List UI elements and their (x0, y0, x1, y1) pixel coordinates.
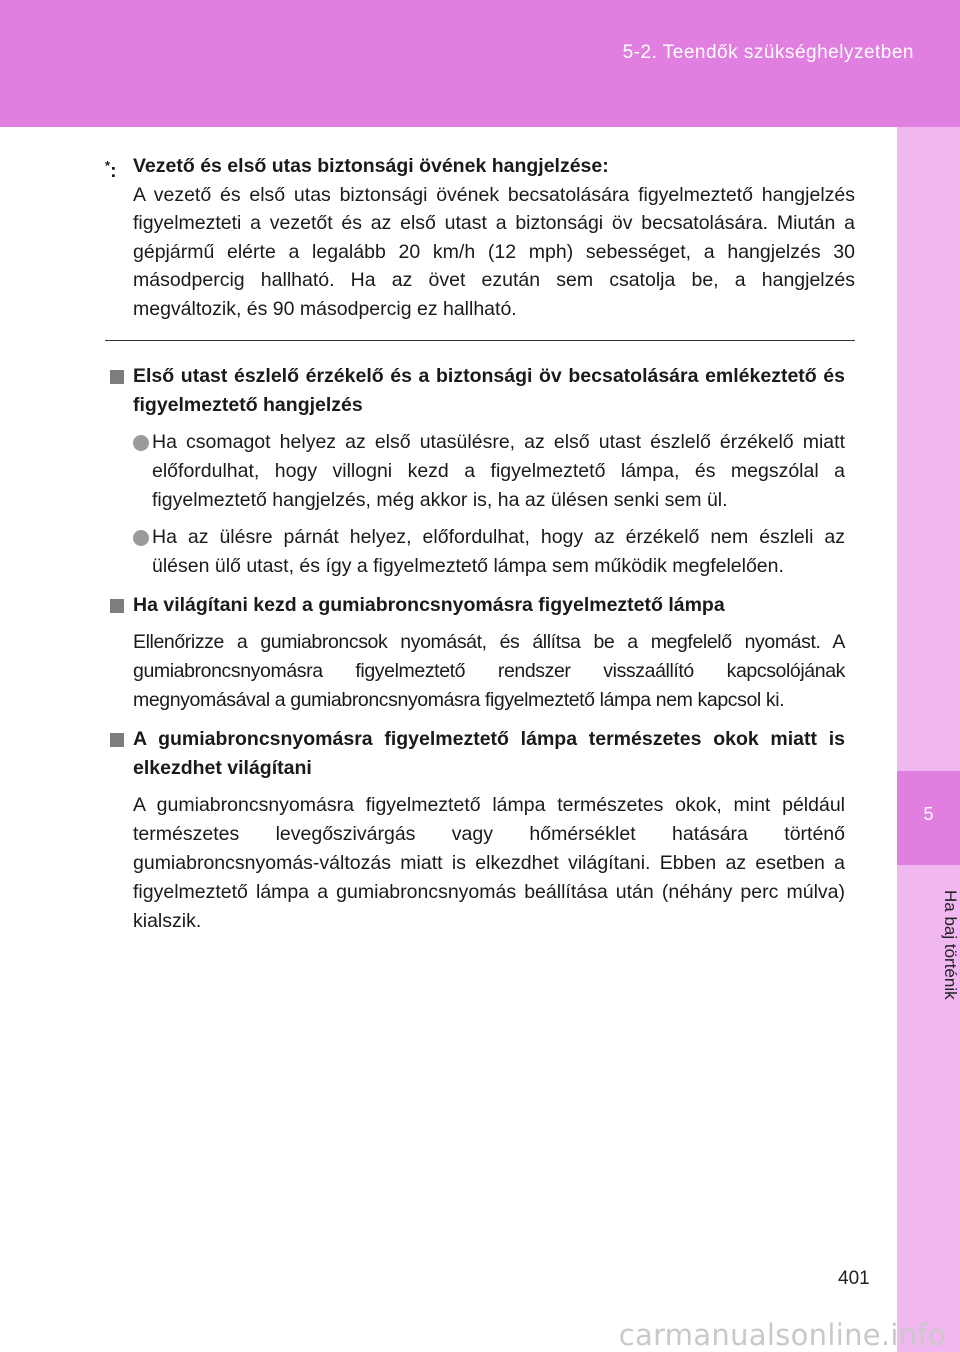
chapter-number: 5 (923, 804, 934, 824)
sections (110, 362, 845, 936)
section-title: 5-2. Teendők szükséghelyzetben (622, 42, 914, 63)
side-tab-strip (897, 127, 960, 1352)
section-heading: A gumiabroncsnyomásra figyelmeztető lámpa természetes okok miatt is elkezdhet világítani (110, 725, 845, 783)
circle-bullet-icon (133, 435, 149, 451)
chapter-name: Ha baj történik (941, 890, 960, 1000)
circle-bullet-icon (133, 530, 149, 546)
page-number: 401 (838, 1268, 870, 1289)
footnote-block (105, 152, 855, 323)
divider (105, 340, 855, 341)
section-heading: Első utast észlelő érzékelő és a biztonsági öv becsatolására emlékeztető és figyelmeztető hangjelzés (110, 362, 845, 420)
section-body: A gumiabroncsnyomásra figyelmeztető lámpa természetes okok, mint például természetes levegőszivárgás vagy hőmérséklet hatására történő gumiabroncsnyomás-változás miatt is elkezdhet világítani. Ebben az esetben a figyelmeztető lámpa a gumiabroncsnyomás beállítása után (néhány perc múlva) kialszik. (133, 794, 845, 932)
section-body: Ellenőrizze a gumiabroncsok nyomását, és állítsa be a megfelelő nyomást. A gumiabroncsnyomásra figyelmeztető rendszer visszaállító kapcsolójának megnyomásával a gumiabroncsnyomásra figyelmeztető lámpa nem kapcsol ki. (133, 631, 845, 711)
square-bullet-icon (110, 733, 124, 747)
square-bullet-icon (110, 599, 124, 613)
section-heading: Ha világítani kezd a gumiabroncsnyomásra figyelmeztető lámpa (110, 591, 845, 620)
footnote-body: A vezető és első utas biztonsági övének becsatolására figyelmeztető hangjelzés figyelmezteti a vezetőt és az első utast a biztonsági öv becsatolására. Miután a gépjármű elérte a legalább 20 km/h (12 mph) sebességet, a hangjelzés 30 másodpercig hallható. Ha az övet ezután sem csatolja be, a hangjelzés megváltozik, és 90 másodpercig ez hallható. (133, 183, 855, 320)
watermark: carmanualsonline.info (618, 1318, 946, 1352)
chapter-tab[interactable] (897, 771, 960, 865)
footnote (105, 152, 855, 323)
list-item: Ha az ülésre párnát helyez, előfordulhat, hogy az érzékelő nem észleli az ülésen ülő utast, és így a figyelmeztető lámpa sem működik megfelelően. (110, 523, 845, 581)
footnote-title: Vezető és első utas biztonsági övének hangjelzése: (133, 155, 609, 177)
list-item: Ha csomagot helyez az első utasülésre, az első utast észlelő érzékelő miatt előfordulhat, hogy villogni kezd a figyelmeztető lámpa, és megszólal a figyelmeztető hangjelzés, még akkor is, ha az ülésen senki sem ül. (110, 428, 845, 515)
square-bullet-icon (110, 370, 124, 384)
footnote-marker: *: (105, 158, 117, 182)
